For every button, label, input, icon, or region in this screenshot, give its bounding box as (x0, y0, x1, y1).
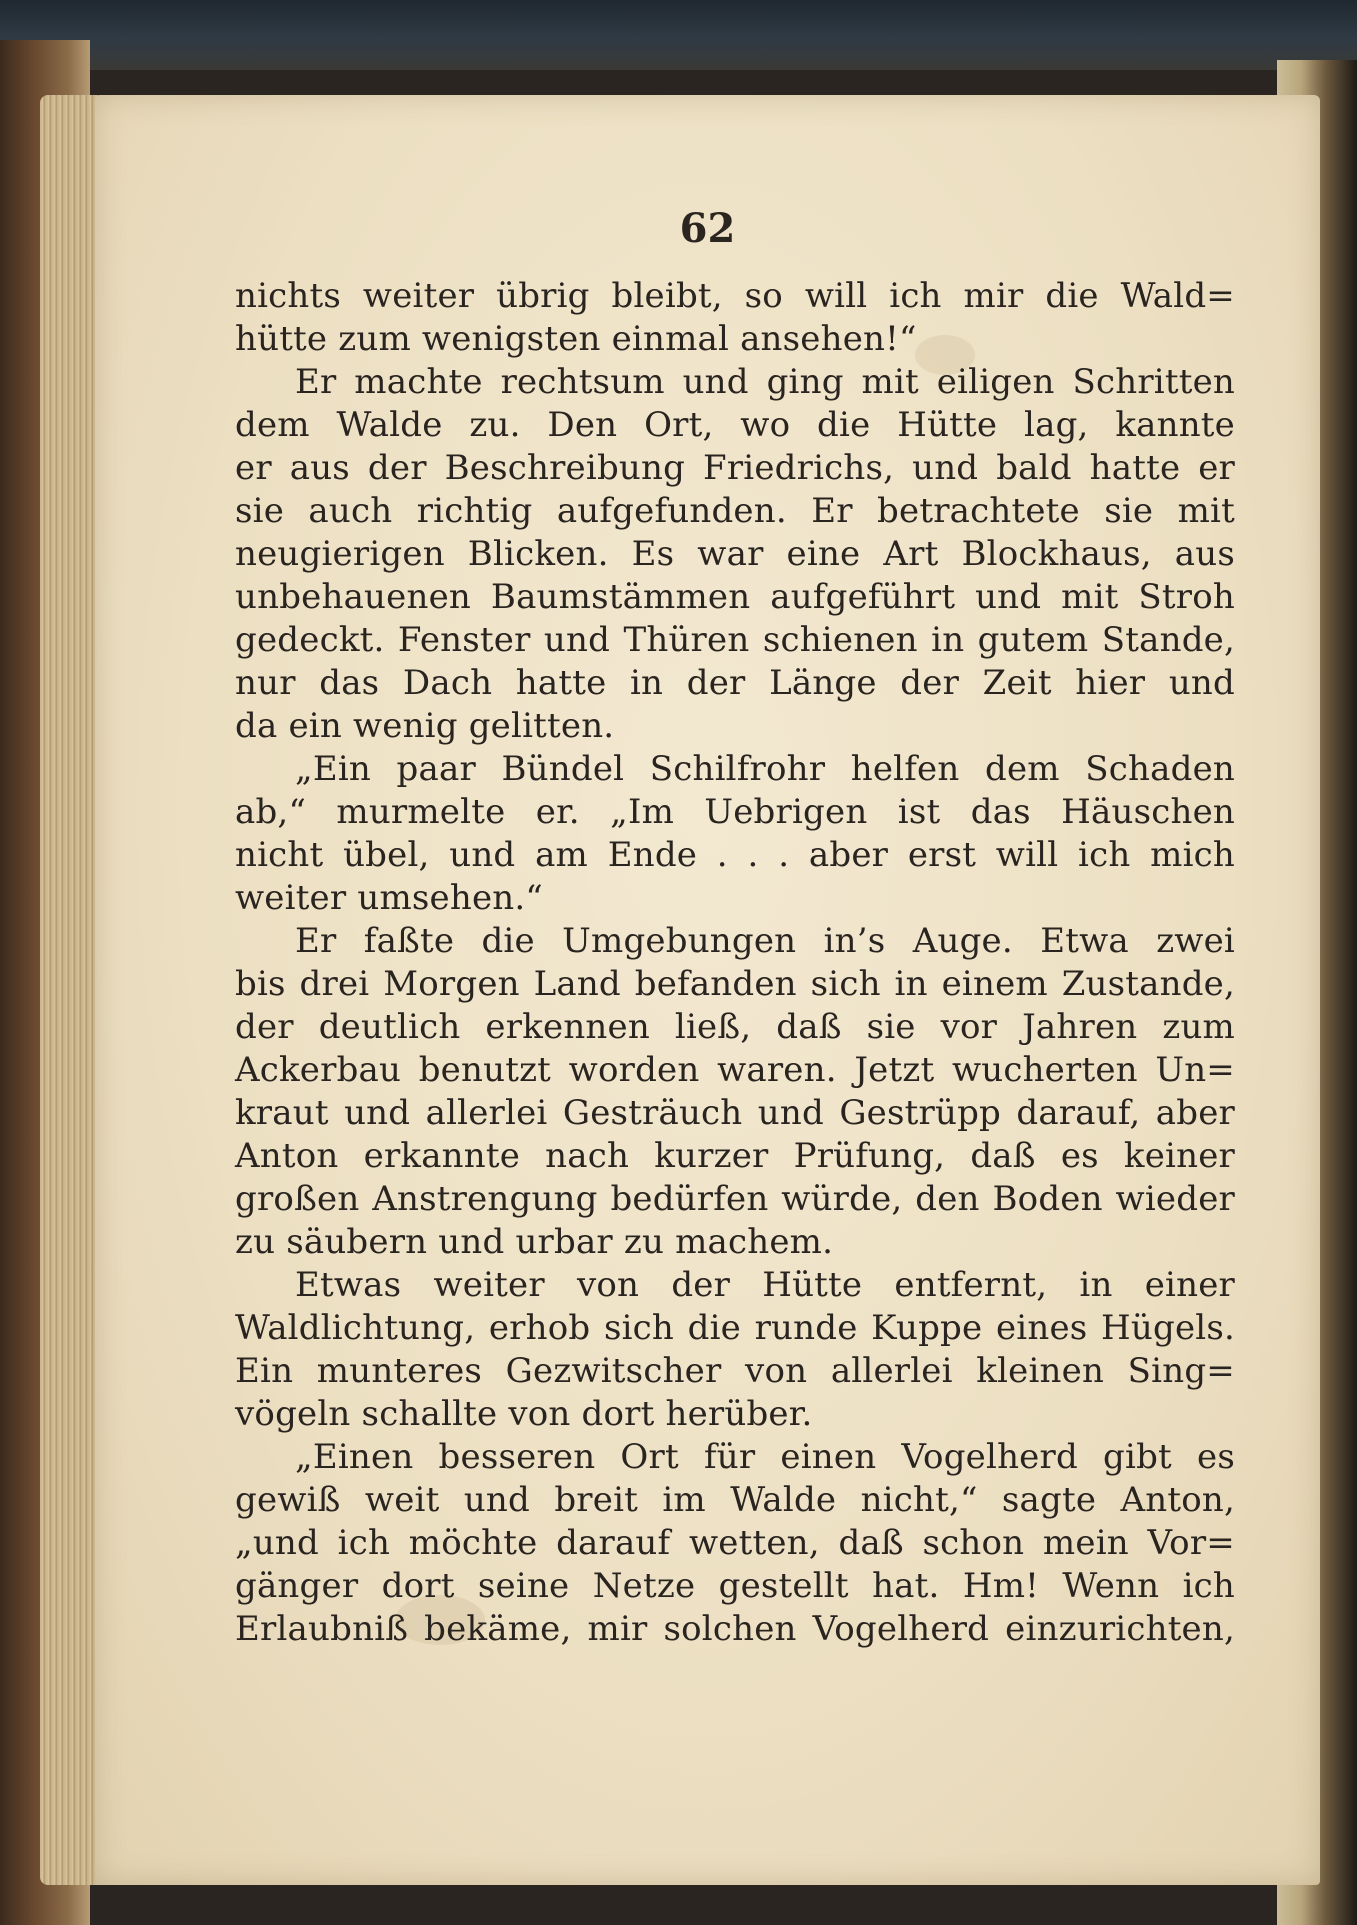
text-line: gewiß weit und breit im Walde nicht,“ sagte Anton, (235, 1480, 1235, 1520)
text-line: Etwas weiter von der Hütte entfernt, in einer (295, 1265, 1235, 1305)
text-line: kraut und allerlei Gesträuch und Gestrüpp darauf, aber (235, 1093, 1235, 1133)
text-line: gänger dort seine Netze gestellt hat. Hm! Wenn ich (235, 1566, 1235, 1606)
text-line: dem Walde zu. Den Ort, wo die Hütte lag, kannte (235, 405, 1235, 445)
text-line: großen Anstrengung bedürfen würde, den Boden wieder (235, 1179, 1235, 1219)
text-line: da ein wenig gelitten. (235, 706, 615, 746)
text-line: neugierigen Blicken. Es war eine Art Blockhaus, aus (235, 534, 1235, 574)
text-line: bis drei Morgen Land befanden sich in einem Zustande, (235, 964, 1235, 1004)
text-line: Erlaubniß bekäme, mir solchen Vogelherd einzurichten, (235, 1609, 1235, 1649)
text-line: der deutlich erkennen ließ, daß sie vor Jahren zum (235, 1007, 1235, 1047)
text-line: ab,“ murmelte er. „Im Uebrigen ist das Häuschen (235, 792, 1235, 832)
text-line: „Einen besseren Ort für einen Vogelherd gibt es (295, 1437, 1235, 1477)
text-line: zu säubern und urbar zu machem. (235, 1222, 834, 1262)
text-line: hütte zum wenigsten einmal ansehen!“ (235, 319, 917, 359)
text-line: Er machte rechtsum und ging mit eiligen Schritten (295, 362, 1235, 402)
text-line: „und ich möchte darauf wetten, daß schon mein Vor= (235, 1523, 1235, 1563)
book-page (95, 95, 1320, 1885)
text-line: Anton erkannte nach kurzer Prüfung, daß es keiner (235, 1136, 1235, 1176)
text-line: gedeckt. Fenster und Thüren schienen in gutem Stande, (235, 620, 1235, 660)
text-line: nicht übel, und am Ende . . . aber erst will ich mich (235, 835, 1235, 875)
text-line: Er faßte die Umgebungen in’s Auge. Etwa zwei (295, 921, 1235, 961)
text-line: Ackerbau benutzt worden waren. Jetzt wucherten Un= (235, 1050, 1235, 1090)
text-line: er aus der Beschreibung Friedrichs, und bald hatte er (235, 448, 1235, 488)
text-line: nichts weiter übrig bleibt, so will ich mir die Wald= (235, 276, 1235, 316)
text-line: Ein munteres Gezwitscher von allerlei kleinen Sing= (235, 1351, 1235, 1391)
body-text (235, 275, 1235, 1651)
book-cover-edge (0, 0, 1357, 70)
text-line: sie auch richtig aufgefunden. Er betrachtete sie mit (235, 491, 1235, 531)
page-number: 62 (679, 205, 736, 252)
text-line: „Ein paar Bündel Schilfrohr helfen dem Schaden (295, 749, 1235, 789)
text-line: unbehauenen Baumstämmen aufgeführt und mit Stroh (235, 577, 1235, 617)
text-line: vögeln schallte von dort herüber. (235, 1394, 813, 1434)
text-line: weiter umsehen.“ (235, 878, 543, 918)
text-line: nur das Dach hatte in der Länge der Zeit hier und (235, 663, 1235, 703)
text-line: Waldlichtung, erhob sich die runde Kuppe eines Hügels. (235, 1308, 1235, 1348)
